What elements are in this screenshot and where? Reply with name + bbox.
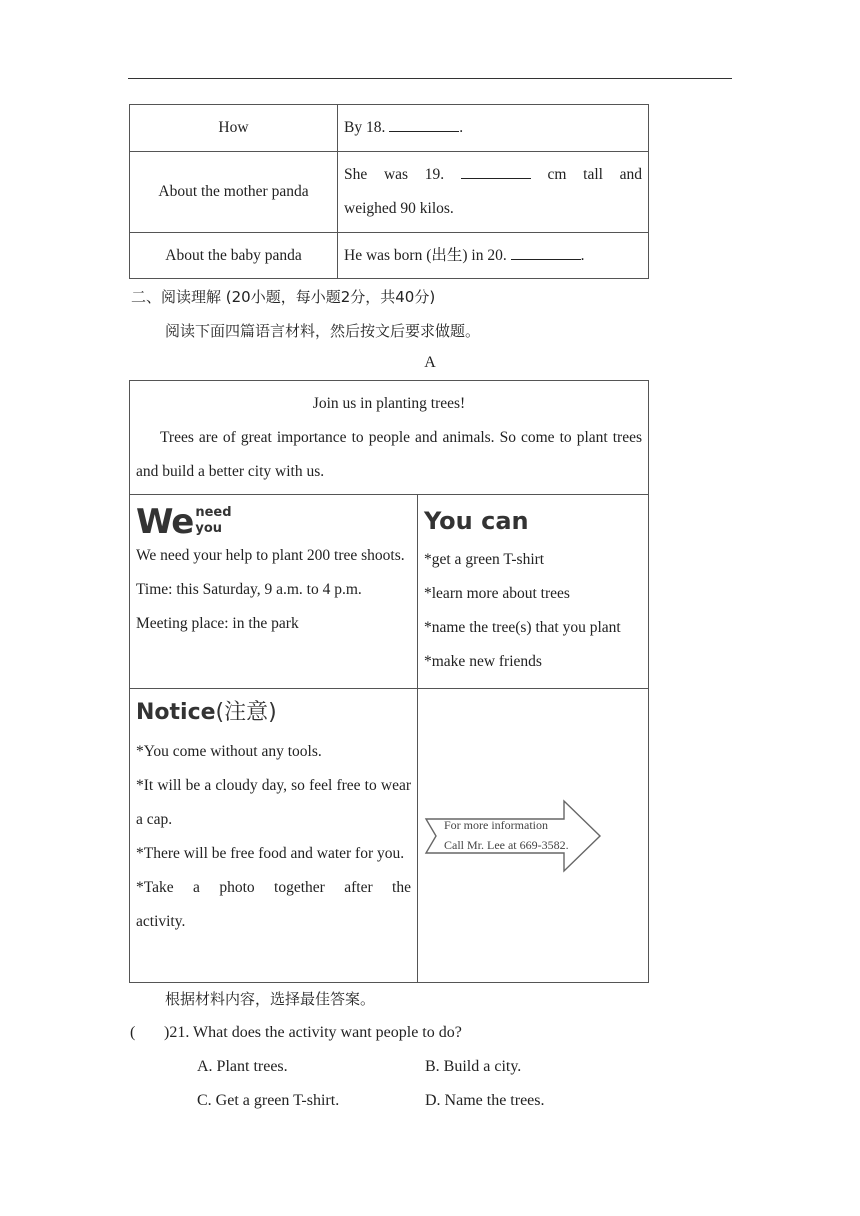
- notice-logo: Notice(注意): [136, 700, 277, 725]
- you-can-item: *learn more about trees: [424, 585, 570, 602]
- you-can-item: *name the tree(s) that you plant: [424, 619, 621, 636]
- question-21: [130, 1024, 462, 1042]
- we-need-you-logo: We need you: [136, 502, 232, 542]
- passage-letter: A: [424, 354, 436, 371]
- notice-item: *It will be a cloudy day, so feel free to wear a cap.: [136, 777, 411, 828]
- answer-blank-20[interactable]: [511, 245, 581, 260]
- notice-item: *Take a photo together after the activity.: [136, 879, 411, 930]
- you-can-item: *make new friends: [424, 653, 542, 670]
- arrow-line-1: For more information: [444, 818, 548, 832]
- you-can-logo: You can: [424, 507, 529, 535]
- row-label: About the mother panda: [130, 152, 338, 233]
- row-value: By 18. .: [338, 105, 649, 152]
- panda-info-table: [129, 104, 649, 279]
- contact-cell: [418, 689, 649, 983]
- info-arrow: [424, 799, 604, 873]
- section-title: 二、阅读理解 (20小题，每小题2分，共40分): [131, 288, 436, 306]
- we-need-line: Meeting place: in the park: [136, 615, 299, 632]
- row-label: About the baby panda: [130, 233, 338, 279]
- we-need-line: Time: this Saturday, 9 a.m. to 4 p.m.: [136, 581, 362, 598]
- option-b[interactable]: B. Build a city.: [425, 1058, 522, 1075]
- option-d[interactable]: D. Name the trees.: [425, 1092, 545, 1109]
- row-value: He was born (出生) in 20. .: [338, 233, 649, 279]
- we-need-line: We need your help to plant 200 tree shoots.: [136, 547, 405, 564]
- option-c[interactable]: C. Get a green T-shirt.: [197, 1092, 340, 1109]
- question-stem: )21. What does the activity want people to do?: [164, 1024, 462, 1041]
- answer-blank-19[interactable]: [461, 164, 531, 179]
- notice-item: *You come without any tools.: [136, 743, 322, 760]
- row-label: How: [130, 105, 338, 152]
- row-value: She was 19. cm tall and weighed 90 kilos.: [338, 152, 649, 233]
- notice-item: *There will be free food and water for you.: [136, 845, 405, 862]
- ad-intro: Trees are of great importance to people and animals. So come to plant trees and build a better city with us.: [136, 429, 642, 480]
- notice-cell: [130, 689, 418, 983]
- option-a[interactable]: A. Plant trees.: [197, 1058, 288, 1075]
- header-rule: [128, 78, 732, 79]
- answer-bracket[interactable]: (: [130, 1024, 136, 1041]
- you-can-item: *get a green T-shirt: [424, 551, 545, 568]
- ad-headline: Join us in planting trees!: [312, 395, 466, 412]
- tree-planting-ad: [129, 380, 649, 983]
- question-intro: 根据材料内容，选择最佳答案。: [165, 990, 376, 1008]
- we-need-you-cell: [130, 495, 418, 689]
- section-instruction: 阅读下面四篇语言材料，然后按文后要求做题。: [165, 322, 481, 340]
- arrow-line-2: Call Mr. Lee at 669-3582.: [444, 838, 569, 852]
- answer-blank-18[interactable]: [389, 117, 459, 132]
- you-can-cell: [418, 495, 649, 689]
- ad-header-cell: [130, 381, 649, 495]
